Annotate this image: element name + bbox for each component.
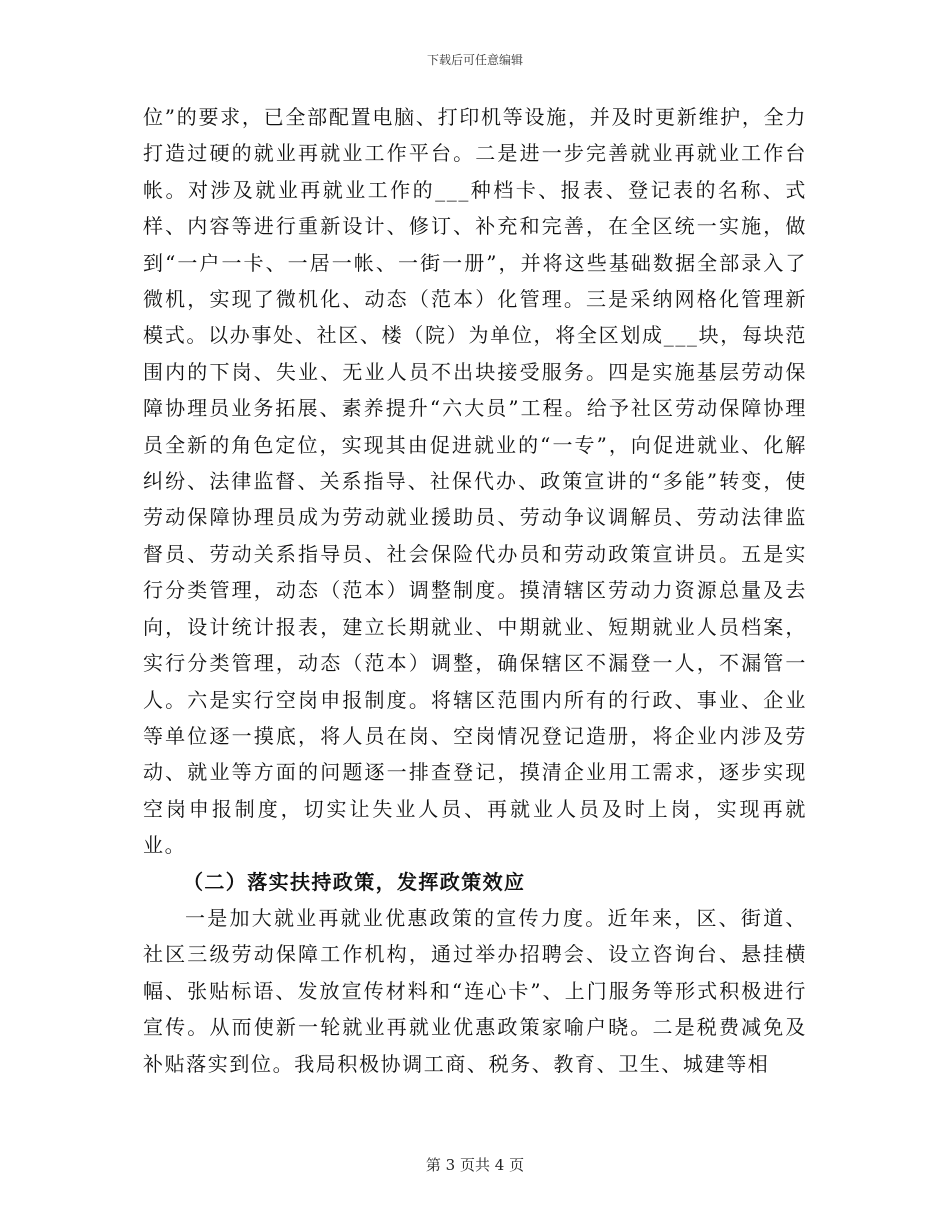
body-paragraph-continued: 位”的要求，已全部配置电脑、打印机等设施，并及时更新维护，全力打造过硬的就业再就业工作平台。二是进一步完善就业再就业工作台帐。对涉及就业再就业工作的___种档卡、报表、登记表的名称、式样、内容等进行重新设计、修订、补充和完善，在全区统一实施，做到“一户一卡、一居一帐、一街一册”，并将这些基础数据全部录入了微机，实现了微机化、动态（范本）化管理。三是采纳网格化管理新模式。以办事处、社区、楼（院）为单位，将全区划成___块，每块范围内的下岗、失业、无业人员不出块接受服务。四是实施基层劳动保障协理员业务拓展、素养提升“六大员”工程。给予社区劳动保障协理员全新的角色定位，实现其由促进就业的“一专”，向促进就业、化解纠纷、法律监督、关系指导、社保代办、政策宣讲的“多能”转变，使劳动保障协理员成为劳动就业援助员、劳动争议调解员、劳动法律监督员、劳动关系指导员、社会保险代办员和劳动政策宣讲员。五是实行分类管理，动态（范本）调整制度。摸清辖区劳动力资源总量及去向，设计统计报表，建立长期就业、中期就业、短期就业人员档案，实行分类管理，动态（范本）调整，确保辖区不漏登一人，不漏管一人。六是实行空岗申报制度。将辖区范围内所有的行政、事业、企业等单位逐一摸底，将人员在岗、空岗情况登记造册，将企业内涉及劳动、就业等方面的问题逐一排查登记，摸清企业用工需求，逐步实现空岗申报制度，切实让失业人员、再就业人员及时上岗，实现再就业。: [143, 105, 807, 858]
page-number: 第 3 页共 4 页: [425, 1156, 525, 1174]
page-header-note: 下载后可任意编辑: [426, 53, 523, 67]
section-heading: （二）落实扶持政策，发挥政策效应: [183, 869, 526, 894]
document-body: [143, 99, 807, 1082]
body-paragraph: 一是加大就业再就业优惠政策的宣传力度。近年来，区、街道、社区三级劳动保障工作机构，通过举办招聘会、设立咨询台、悬挂横幅、张贴标语、发放宣传材料和“连心卡”、上门服务等形式积极进行宣传。从而使新一轮就业再就业优惠政策家喻户晓。二是税费减免及补贴落实到位。我局积极协调工商、税务、教育、卫生、城建等相: [143, 905, 807, 1076]
